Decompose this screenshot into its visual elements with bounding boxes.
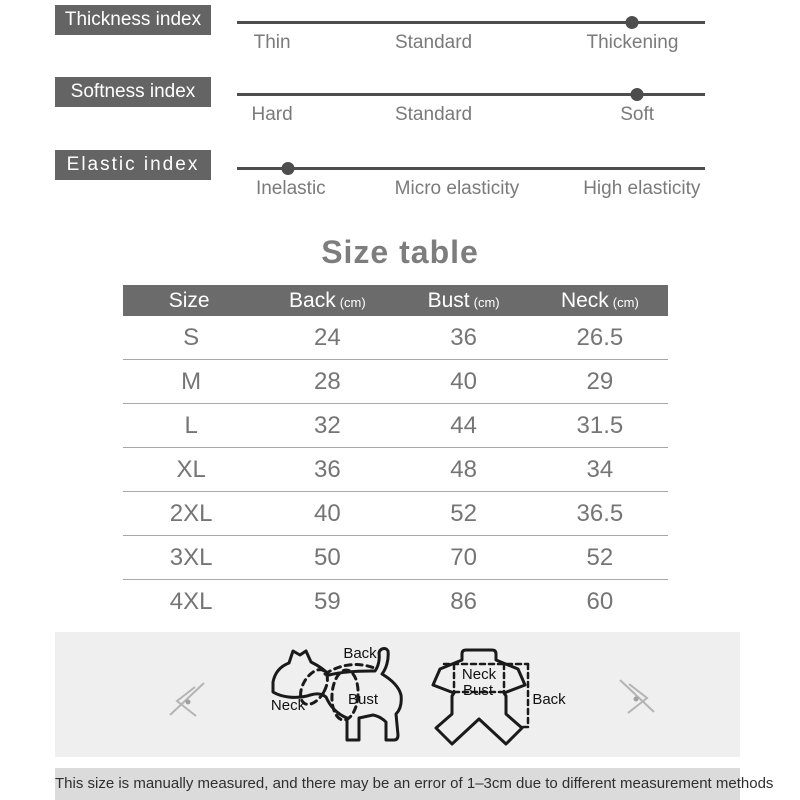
tick-label: Standard — [394, 104, 473, 125]
size-table-header — [123, 285, 668, 316]
chevron-left-arrow-icon[interactable] — [165, 678, 209, 722]
slider-track — [237, 167, 705, 170]
tick-label: Thickening — [586, 32, 679, 53]
tick-label: Inelastic — [255, 178, 326, 199]
table-row: S 24 36 26.5 — [123, 316, 668, 360]
slider-dot — [631, 88, 644, 101]
garment-back-label: Back — [532, 691, 566, 708]
table-row: 4XL 59 86 60 — [169, 587, 614, 615]
chevron-right-arrow-icon[interactable] — [615, 675, 659, 719]
dog-neck-label: Neck — [270, 697, 306, 714]
thickness-index-slider — [237, 21, 705, 65]
tick-label: Micro elasticity — [394, 178, 520, 199]
dog-back-label: Back — [343, 645, 377, 662]
table-row: 3XL 50 70 52 — [123, 536, 668, 580]
thickness-index-label: Thickness index — [55, 5, 211, 35]
tick-label: Standard — [394, 32, 473, 53]
dog-measurement-sketch — [250, 642, 425, 752]
column-header-bust: Bust (cm) — [427, 288, 500, 312]
dog-outline — [270, 649, 401, 740]
table-row: XL 36 48 34 — [123, 448, 668, 492]
elastic-index-label: Elastic index — [55, 150, 211, 180]
tick-label: Hard — [251, 104, 293, 125]
tick-label: High elasticity — [583, 178, 701, 199]
garment-neck-label: Neck — [461, 666, 497, 683]
tick-label: Soft — [620, 104, 655, 125]
dog-bust-label: Bust — [347, 691, 379, 708]
softness-index-label: Softness index — [55, 77, 211, 107]
column-header-back: Back (cm) — [289, 288, 366, 312]
table-row: 2XL 40 52 36.5 — [123, 492, 668, 536]
garment-bust-label: Bust — [462, 682, 494, 699]
tick-label: Thin — [253, 32, 291, 53]
table-row: L 32 44 31.5 — [123, 404, 668, 448]
size-table-title: Size table — [321, 234, 479, 270]
column-header-neck: Neck (cm) — [560, 288, 639, 312]
slider-dot — [282, 162, 295, 175]
column-header-size: Size — [168, 288, 210, 312]
size-table-body — [123, 316, 668, 623]
measurement-diagram-panel — [55, 632, 740, 757]
table-row: M 28 40 29 — [123, 360, 668, 404]
softness-index-slider — [237, 93, 705, 137]
garment-measurement-sketch — [432, 648, 572, 748]
elastic-index-slider — [237, 167, 705, 211]
slider-dot — [626, 16, 639, 29]
measurement-disclaimer: This size is manually measured, and there may be an error of 1–3cm due to different measurement methods — [55, 768, 740, 800]
